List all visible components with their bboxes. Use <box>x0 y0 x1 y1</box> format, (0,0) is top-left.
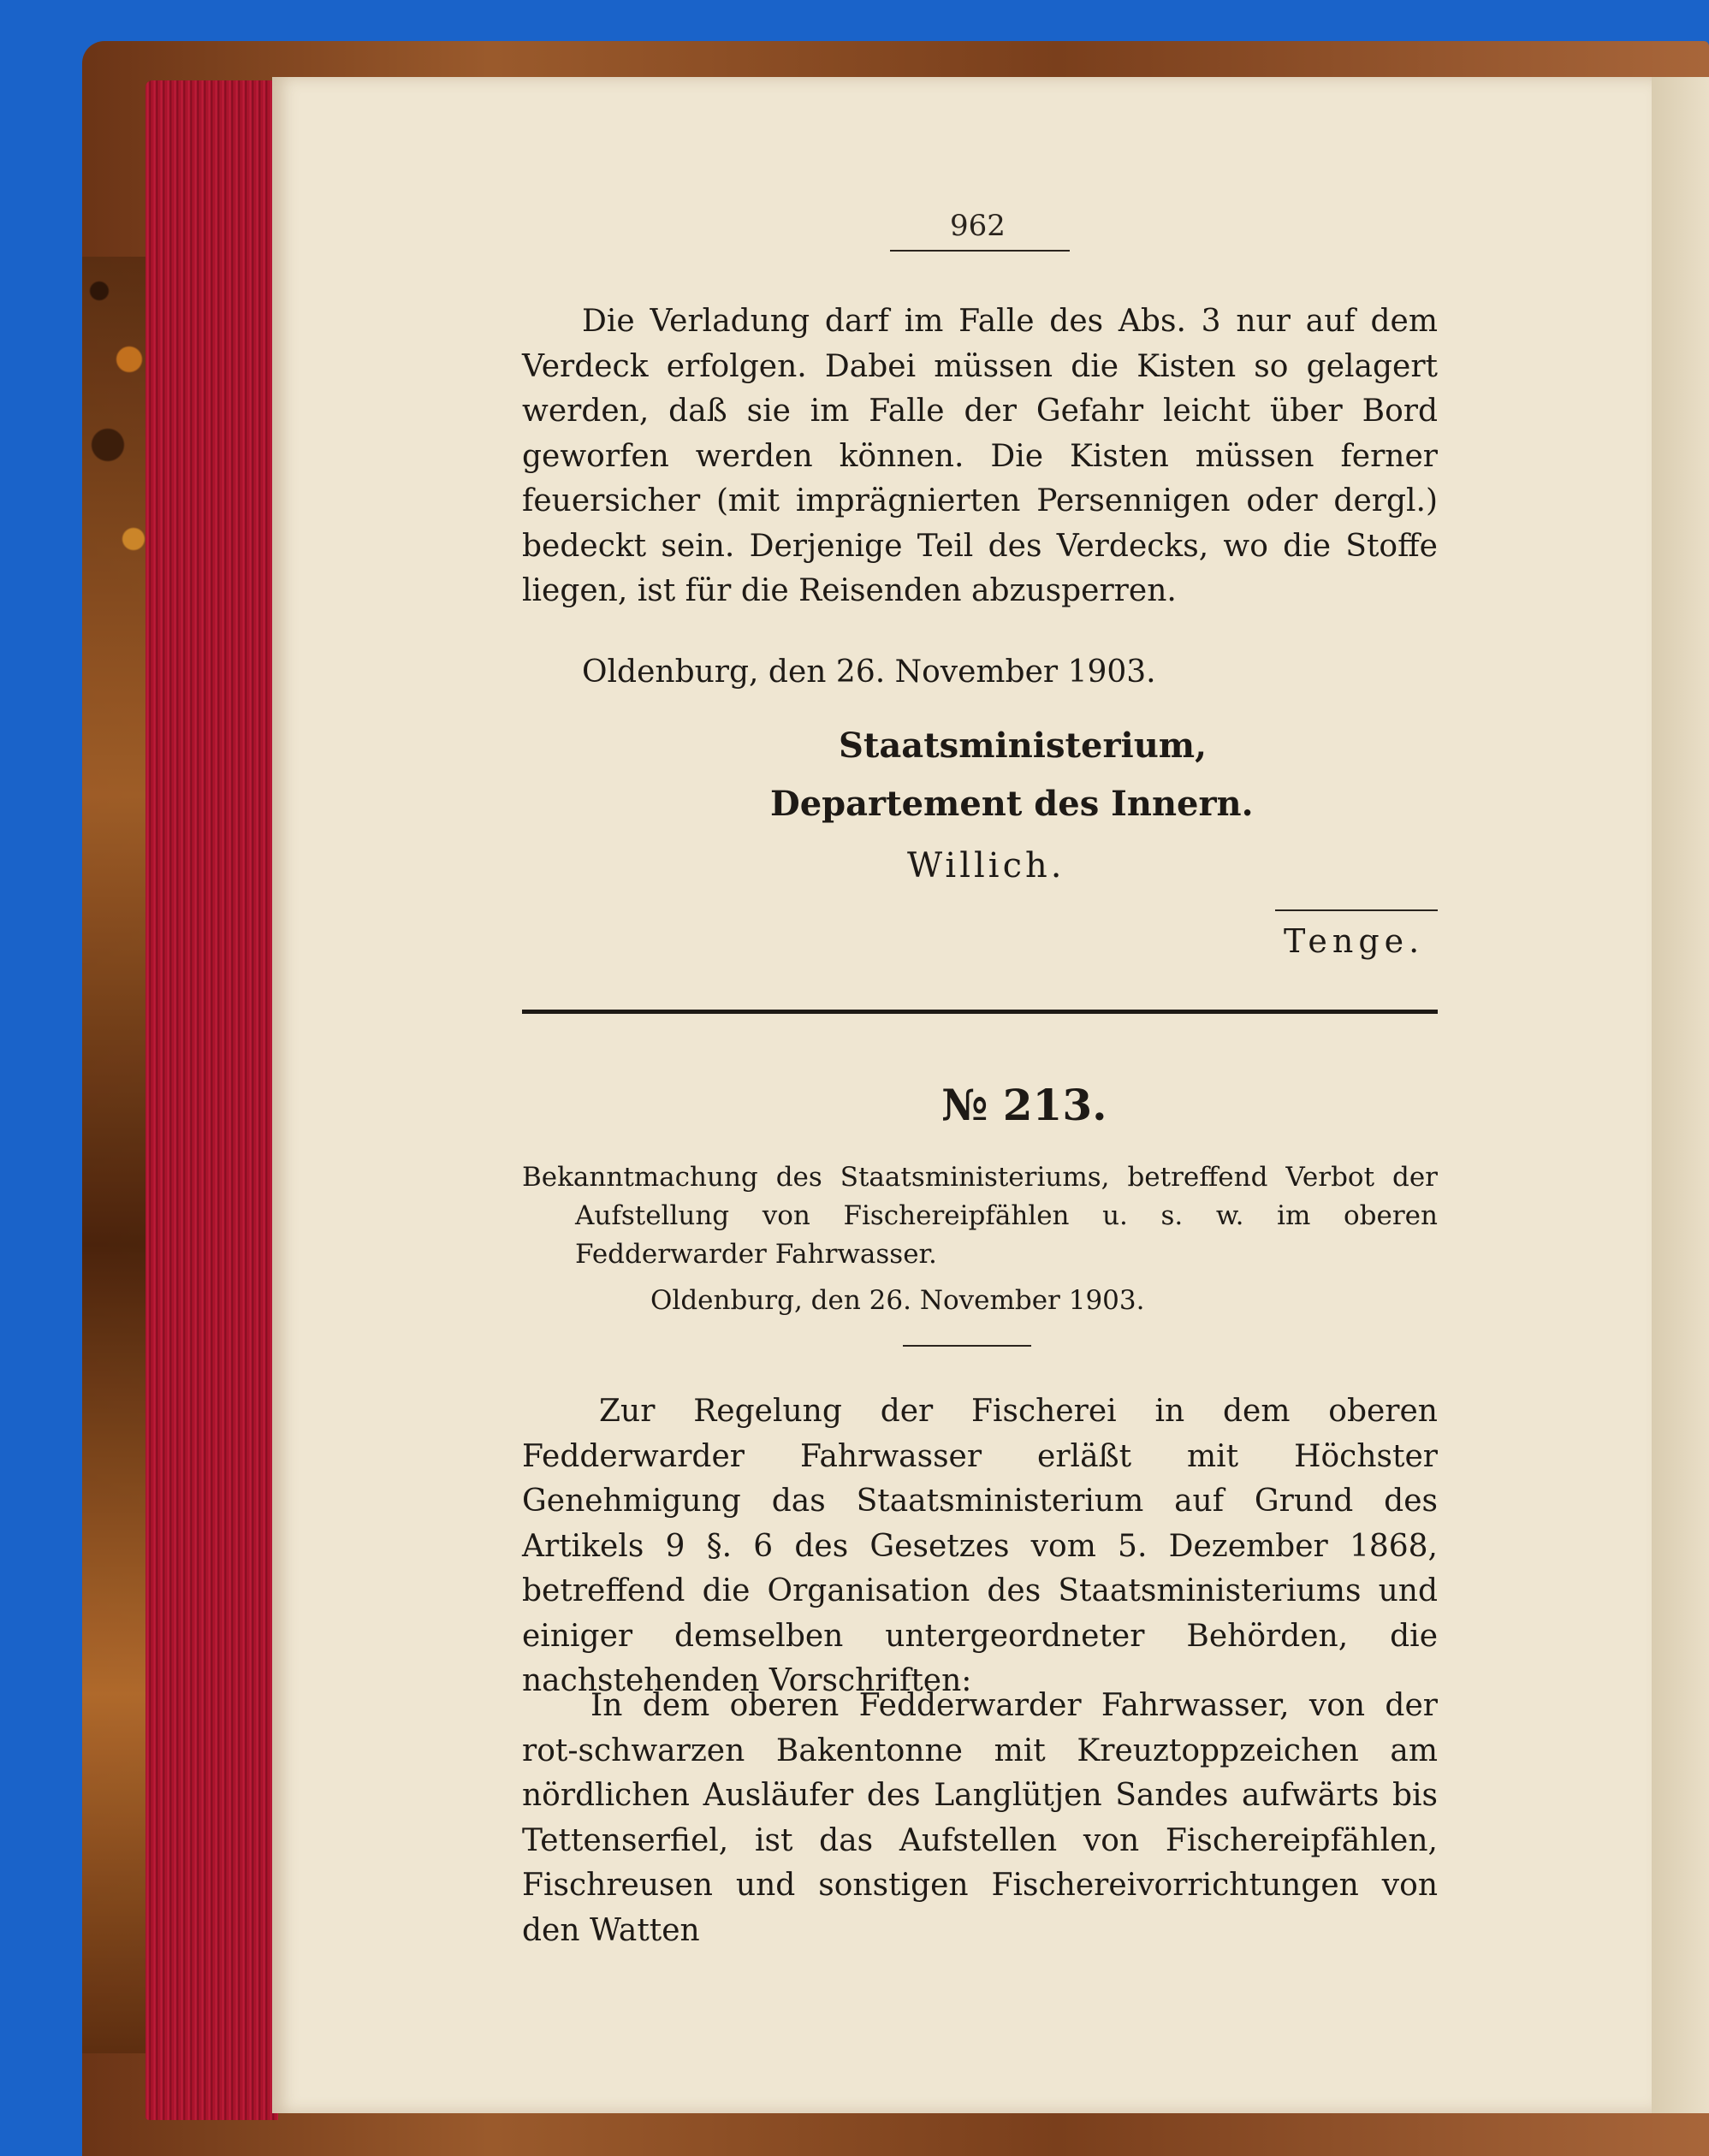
signature-rule <box>1275 909 1438 911</box>
signature-name: Willich. <box>907 846 1065 886</box>
announcement-title: Bekanntmachung des Staatsministeriums, betreffend Verbot der Aufstellung von Fischereipfählen u. s. w. im oberen Fedderwarder Fahrwasser. <box>522 1162 1438 1270</box>
signature-secondary: Tenge. <box>1284 922 1425 960</box>
section1-paragraph: Die Verladung darf im Falle des Abs. 3 nur auf dem Verdeck erfolgen. Dabei müssen die Kisten so gelagert werden, daß sie im Falle der Gefahr leicht über Bord geworfen werden können. Die Kisten müssen ferner feuersicher (mit imprägnierten Persennigen oder dergl.) bedeckt sein. Derjenige Teil des Verdecks, wo die Stoffe liegen, ist für die Reisenden abzusperren. <box>522 304 1438 608</box>
page-number: 962 <box>950 209 1006 243</box>
signature-department: Departement des Innern. <box>770 784 1254 824</box>
section2-paragraph-2: In dem oberen Fedderwarder Fahrwasser, von der rot-schwarzen Bakentonne mit Kreuztoppzeichen am nördlichen Ausläufer des Langlütjen Sandes aufwärts bis Tettenserfiel, ist das Aufstellen von Fischereipfählen, Fischreusen und sonstigen Fischereivorrichtungen von den Watten <box>522 1688 1438 1948</box>
page-number-rule <box>890 250 1070 252</box>
section2-paragraph-1: Zur Regelung der Fischerei in dem oberen Fedderwarder Fahrwasser erläßt mit Höchster Genehmigung das Staatsministerium auf Grund des Artikels 9 §. 6 des Gesetzes vom 5. Dezember 1868, betreffend die Organisation des Staatsministeriums und einiger demselben untergeordneter Behörden, die nachstehenden Vorschriften: <box>522 1394 1438 1698</box>
signature-ministry: Staatsministerium, <box>839 726 1208 766</box>
section-divider <box>522 1010 1438 1014</box>
section-number-heading: № 213. <box>941 1080 1107 1130</box>
section1-date: Oldenburg, den 26. November 1903. <box>582 654 1156 690</box>
section2-short-rule <box>903 1345 1031 1347</box>
section2-date: Oldenburg, den 26. November 1903. <box>650 1285 1145 1316</box>
